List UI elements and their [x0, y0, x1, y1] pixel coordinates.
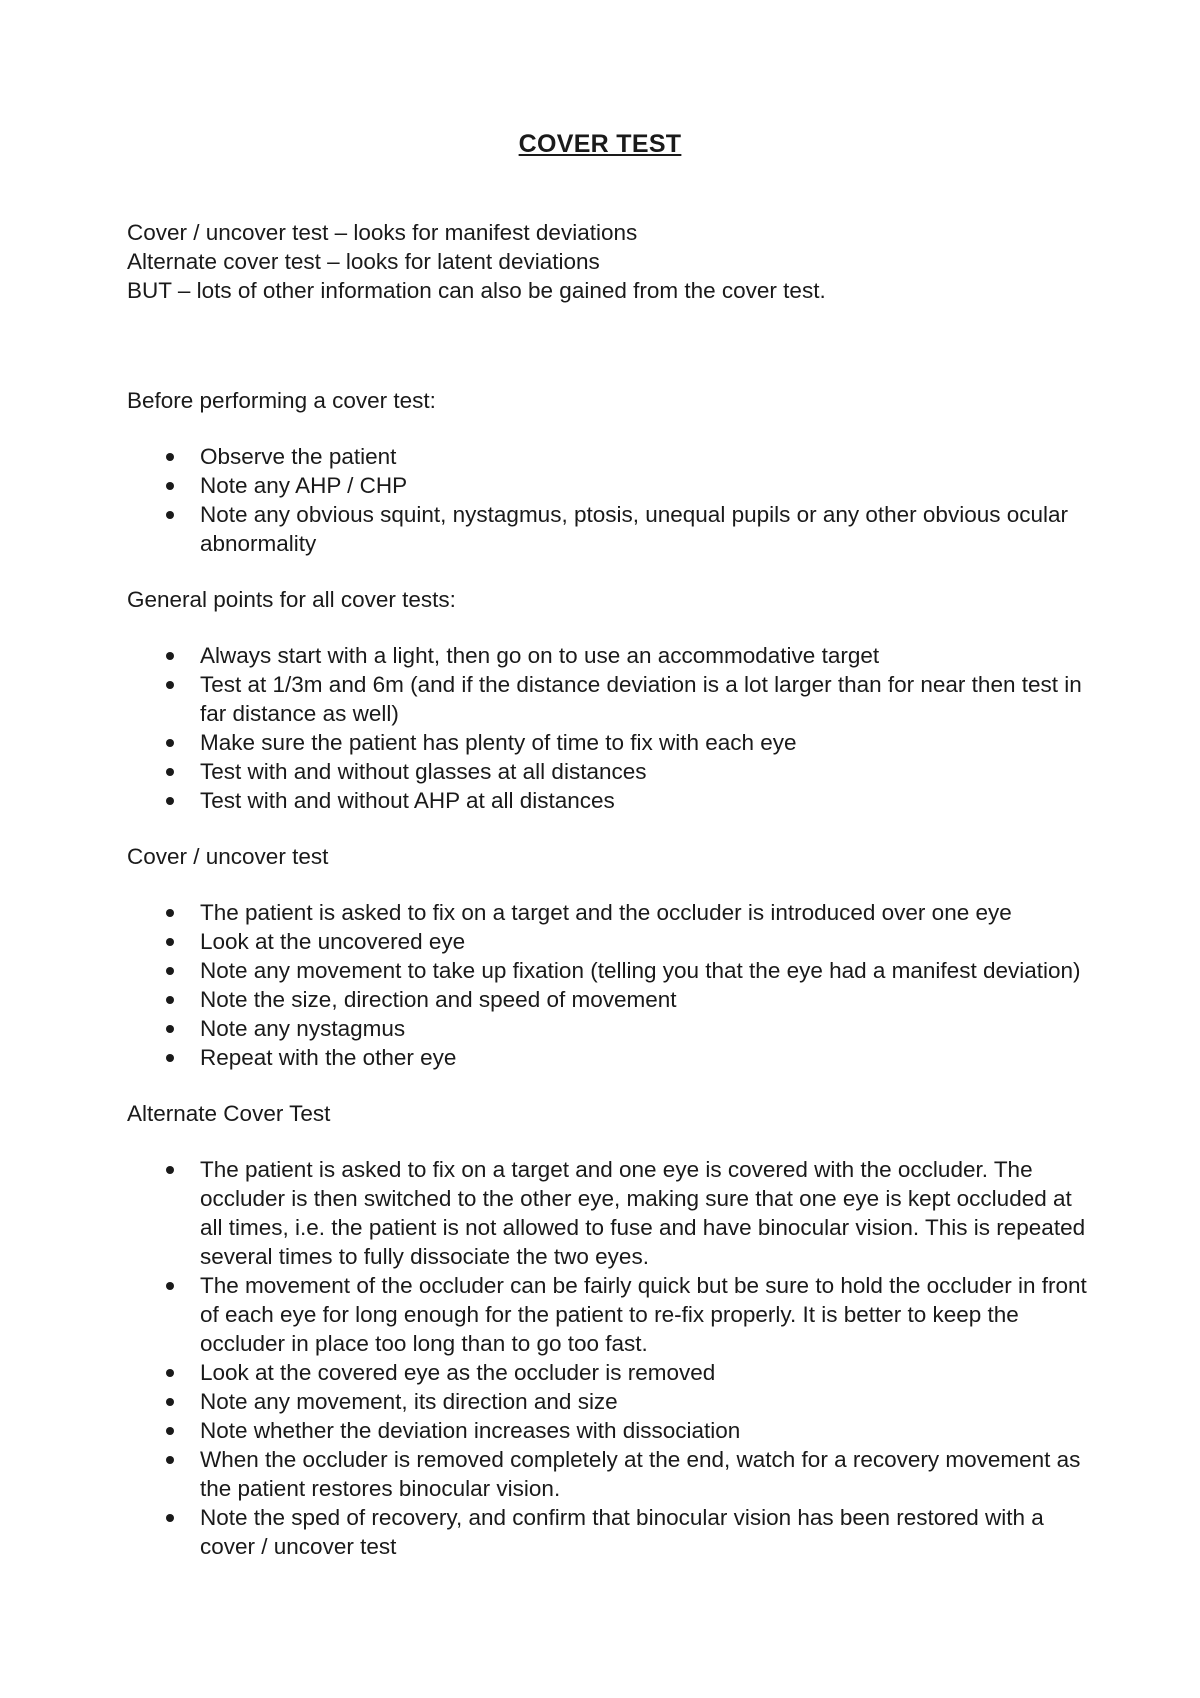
- list-item: Note whether the deviation increases with dissociation: [127, 1416, 1087, 1445]
- list-item: Note any obvious squint, nystagmus, ptosis, unequal pupils or any other obvious ocular abnormality: [127, 500, 1087, 558]
- list-item: Look at the uncovered eye: [127, 927, 1087, 956]
- list-item: Test with and without AHP at all distances: [127, 786, 1087, 815]
- bullet-icon: [166, 652, 174, 660]
- list-item: The movement of the occluder can be fairly quick but be sure to hold the occluder in front of each eye for long enough for the patient to re-fix properly. It is better to keep the occluder in place too long than to go too fast.: [127, 1271, 1087, 1358]
- bullet-icon: [166, 1369, 174, 1377]
- spacer: [127, 815, 1087, 842]
- spacer: [127, 415, 1087, 442]
- intro-block: [127, 218, 1087, 305]
- list-item: Repeat with the other eye: [127, 1043, 1087, 1072]
- bullet-icon: [166, 1025, 174, 1033]
- list-item: Note any movement to take up fixation (telling you that the eye had a manifest deviation): [127, 956, 1087, 985]
- bullet-icon: [166, 938, 174, 946]
- list-item: Look at the covered eye as the occluder is removed: [127, 1358, 1087, 1387]
- bullet-icon: [166, 797, 174, 805]
- list-item: Always start with a light, then go on to use an accommodative target: [127, 641, 1087, 670]
- bullet-icon: [166, 681, 174, 689]
- bullet-icon: [166, 1166, 174, 1174]
- section-heading-alternate: Alternate Cover Test: [127, 1101, 331, 1126]
- bullet-icon: [166, 482, 174, 490]
- spacer: [127, 558, 1087, 585]
- section-heading-before: Before performing a cover test:: [127, 388, 436, 413]
- bullet-icon: [166, 1398, 174, 1406]
- spacer: [127, 359, 1087, 386]
- document-body: [127, 218, 1087, 1561]
- bullet-icon: [166, 1514, 174, 1522]
- spacer: [127, 1072, 1087, 1099]
- bullet-icon: [166, 1427, 174, 1435]
- bullet-icon: [166, 511, 174, 519]
- spacer: [127, 305, 1087, 359]
- bullet-icon: [166, 909, 174, 917]
- list-item: Test with and without glasses at all distances: [127, 757, 1087, 786]
- list-item: Note the size, direction and speed of movement: [127, 985, 1087, 1014]
- document-title: COVER TEST: [518, 130, 682, 158]
- intro-line: Alternate cover test – looks for latent deviations: [127, 249, 600, 274]
- list-item: The patient is asked to fix on a target and one eye is covered with the occluder. The occluder is then switched to the other eye, making sure that one eye is kept occluded at all times, i.e. the patient is not allowed to fuse and have binocular vision. This is repeated several times to fully dissociate the two eyes.: [127, 1155, 1087, 1271]
- intro-line: Cover / uncover test – looks for manifest deviations: [127, 220, 638, 245]
- bullet-icon: [166, 739, 174, 747]
- bullet-icon: [166, 996, 174, 1004]
- list-item: The patient is asked to fix on a target and the occluder is introduced over one eye: [127, 898, 1087, 927]
- spacer: [127, 871, 1087, 898]
- general-list: [127, 641, 1087, 815]
- bullet-icon: [166, 453, 174, 461]
- spacer: [127, 1128, 1087, 1155]
- bullet-icon: [166, 768, 174, 776]
- list-item: Observe the patient: [127, 442, 1087, 471]
- bullet-icon: [166, 967, 174, 975]
- intro-line: BUT – lots of other information can also be gained from the cover test.: [127, 278, 826, 303]
- list-item: Note any AHP / CHP: [127, 471, 1087, 500]
- list-item: Test at 1/3m and 6m (and if the distance deviation is a lot larger than for near then test in far distance as well): [127, 670, 1087, 728]
- bullet-icon: [166, 1282, 174, 1290]
- list-item: Note the sped of recovery, and confirm that binocular vision has been restored with a cover / uncover test: [127, 1503, 1087, 1561]
- section-heading-cover-uncover: Cover / uncover test: [127, 844, 329, 869]
- section-heading-general: General points for all cover tests:: [127, 587, 456, 612]
- list-item: Note any nystagmus: [127, 1014, 1087, 1043]
- alternate-list: [127, 1155, 1087, 1561]
- list-item: When the occluder is removed completely at the end, watch for a recovery movement as the patient restores binocular vision.: [127, 1445, 1087, 1503]
- cover-uncover-list: [127, 898, 1087, 1072]
- bullet-icon: [166, 1456, 174, 1464]
- list-item: Make sure the patient has plenty of time to fix with each eye: [127, 728, 1087, 757]
- bullet-icon: [166, 1054, 174, 1062]
- spacer: [127, 614, 1087, 641]
- list-item: Note any movement, its direction and size: [127, 1387, 1087, 1416]
- before-list: [127, 442, 1087, 558]
